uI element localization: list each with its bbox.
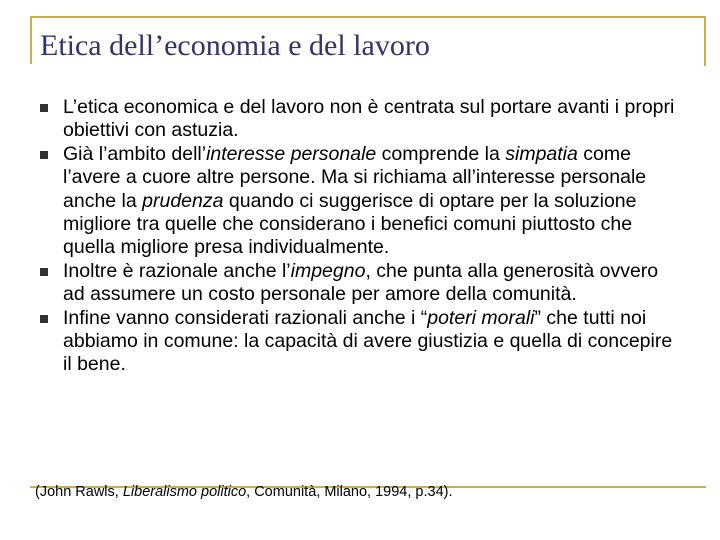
bullet-item [40, 260, 680, 307]
bullet-item [40, 96, 680, 143]
bullet-text: Infine vanno considerati razionali anche i “ [63, 306, 428, 329]
bullet-text: , che punta alla generosità ovvero ad assumere un costo personale per amore della comunità. [63, 259, 659, 306]
square-bullet-icon [40, 104, 48, 112]
frame-line-top [30, 16, 706, 18]
bullet-text: comprende la [376, 142, 506, 165]
bullet-emphasis: poteri morali [427, 306, 535, 329]
square-bullet-icon [40, 315, 48, 323]
bullet-text: ” che tutti noi abbiamo in comune: la capacità di avere giustizia e quella di concepire il bene. [63, 306, 673, 376]
bullet-emphasis: impegno [290, 259, 366, 282]
bullet-emphasis: prudenza [142, 189, 224, 212]
bullet-text: Inoltre è razionale anche l’ [63, 259, 291, 282]
square-bullet-icon [40, 268, 48, 276]
bullet-item [40, 143, 680, 260]
frame-line-left [30, 16, 32, 64]
bullet-text: Già l’ambito dell’ [63, 142, 207, 165]
bullet-emphasis: interesse personale [206, 142, 377, 165]
citation [35, 484, 453, 500]
bullet-text: quando ci suggerisce di optare per la soluzione migliore tra quelle che considerano i benefici comuni piuttosto che quella migliore presa individualmente. [63, 189, 637, 259]
citation-author: (John Rawls, [35, 484, 123, 500]
bullet-list [40, 96, 680, 377]
frame-line-right [704, 16, 706, 66]
bullet-item [40, 307, 680, 377]
citation-book-title: Liberalismo politico [122, 484, 247, 500]
bullet-text: L’etica economica e del lavoro non è centrata sul portare avanti i propri obiettivi con astuzia. [63, 96, 675, 142]
slide-title: Etica dell’economia e del lavoro [40, 29, 430, 62]
citation-publisher: , Comunità, Milano, 1994, p.34). [246, 484, 453, 500]
bullet-emphasis: simpatia [505, 142, 578, 165]
bullet-text: come l’avere a cuore altre persone. Ma si richiama all’interesse personale anche la [63, 142, 647, 212]
square-bullet-icon [40, 151, 48, 159]
